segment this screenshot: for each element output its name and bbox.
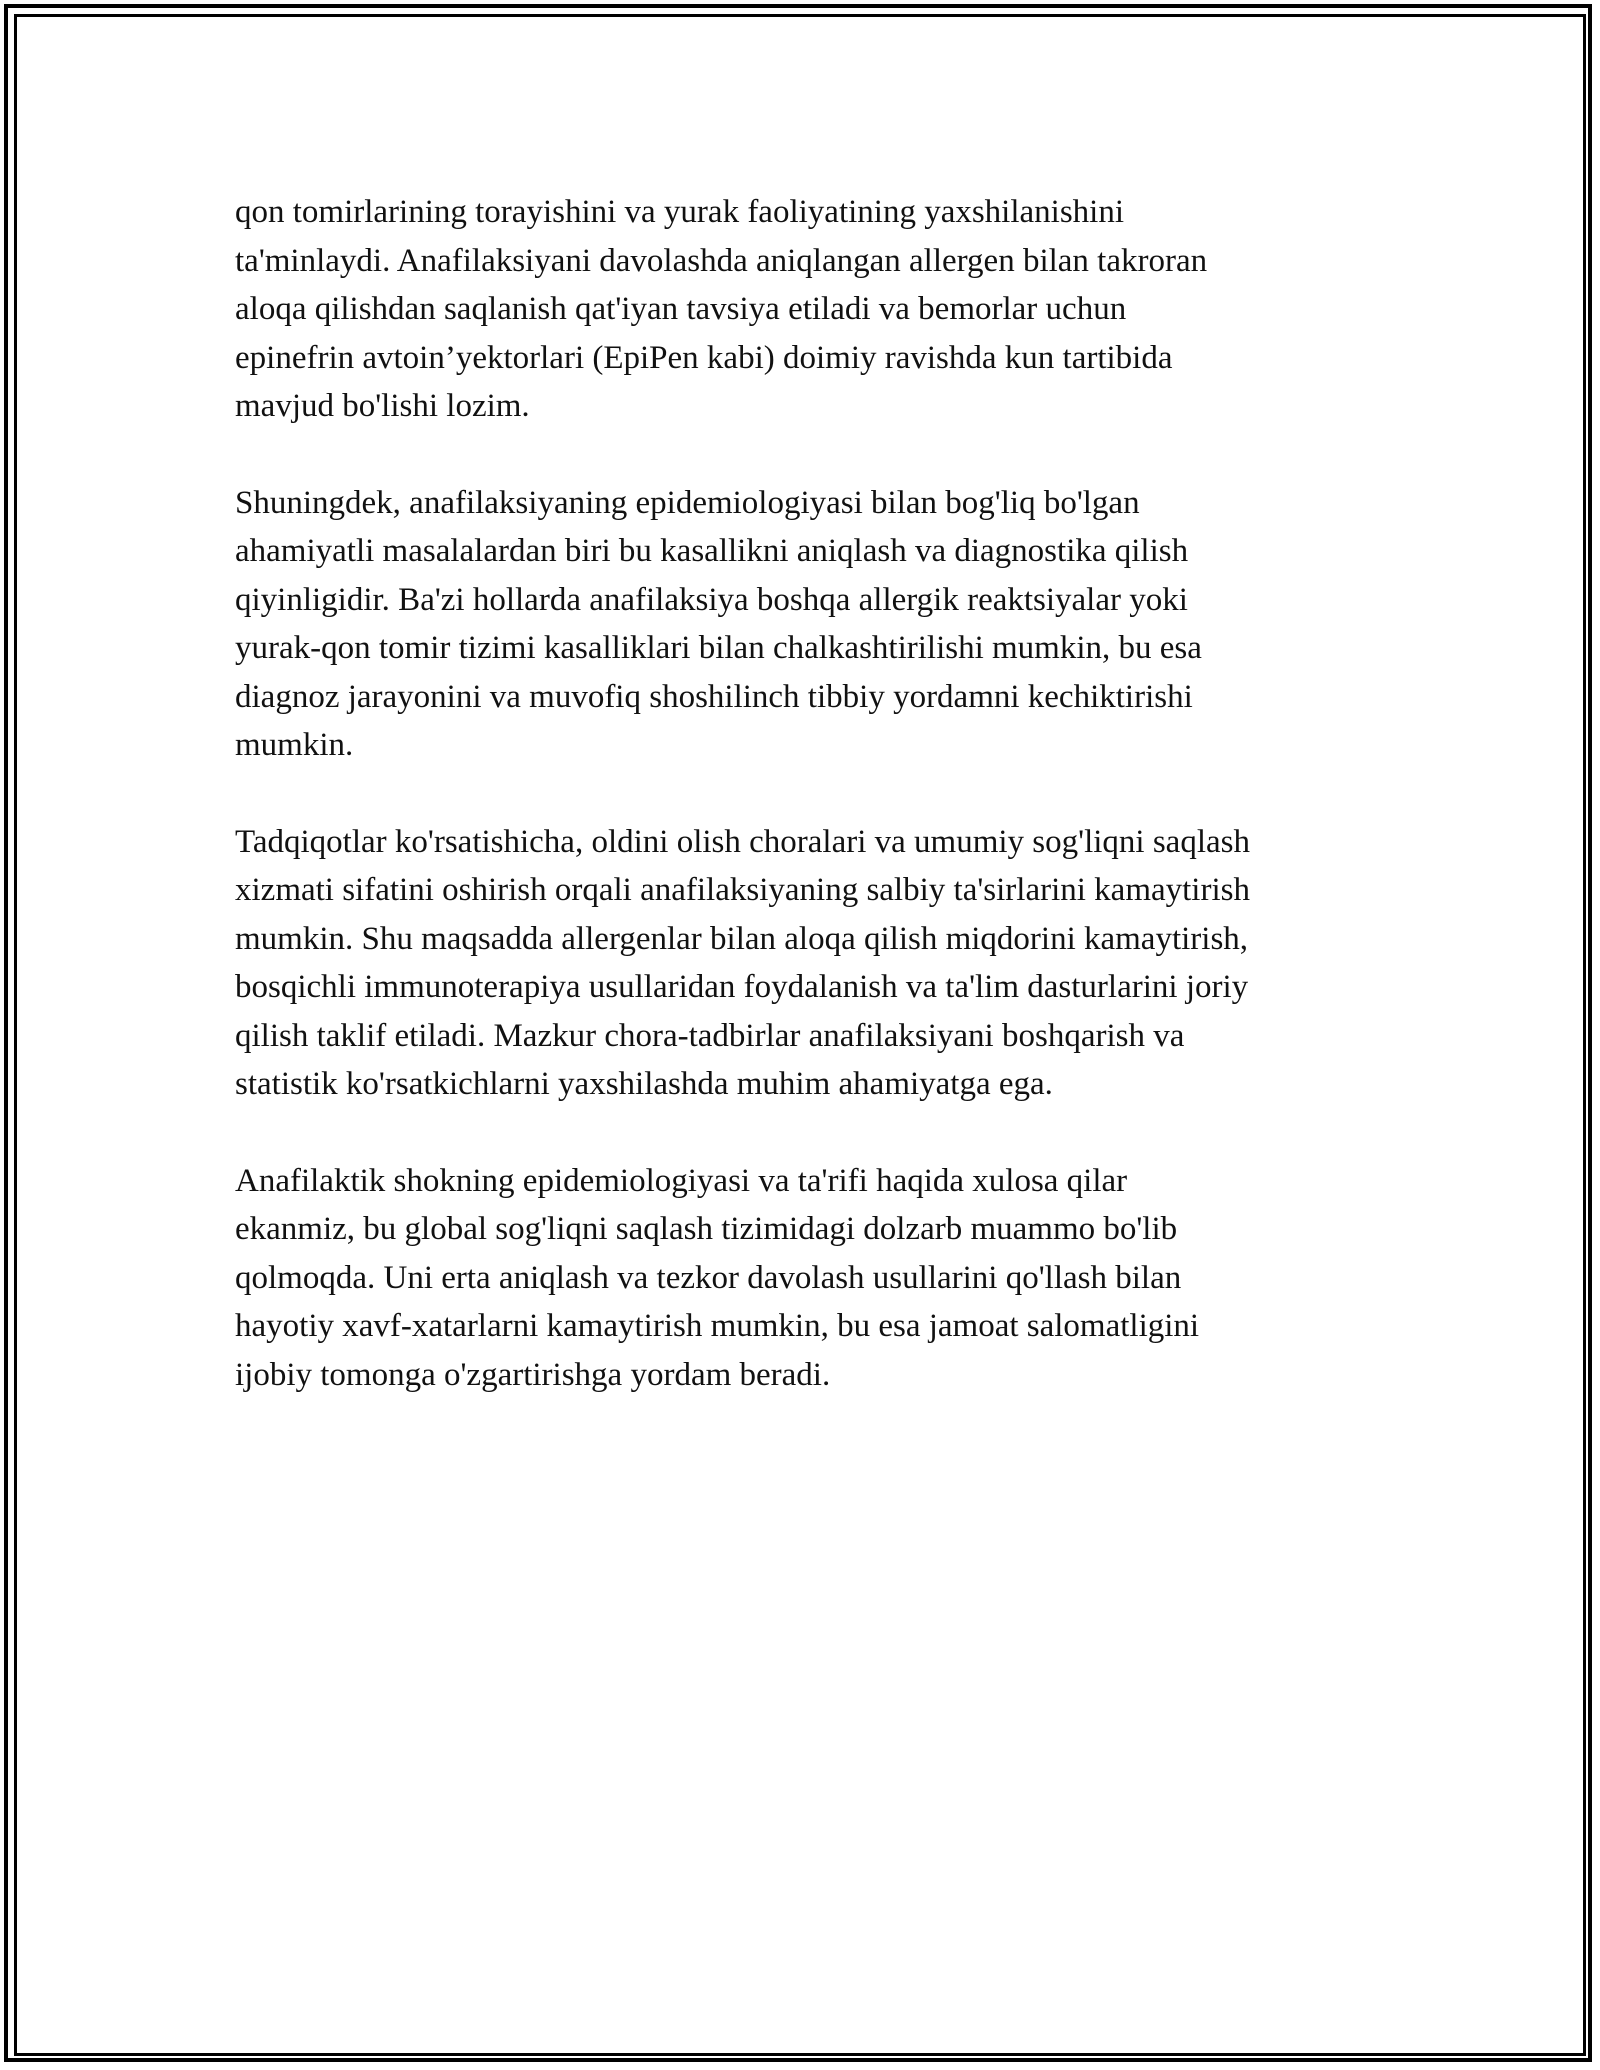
paragraph-3: Tadqiqotlar ko'rsatishicha, oldini olish choralari va umumiy sog'liqni saqlash xizmati sifatini oshirish orqali anafilaksiyaning salbiy ta'sirlarini kamaytirish mumkin. Shu maqsadda allergenlar bilan aloqa qilish miqdorini kamaytirish, bosqichli immunoterapiya usullaridan foydalanish va ta'lim dasturlarini joriy qilish taklif etiladi. Mazkur chora-tadbirlar anafilaksiyani boshqarish va statistik ko'rsatkichlarni yaxshilashda muhim ahamiyatga ega. (235, 823, 1250, 1102)
paragraph-2: Shuningdek, anafilaksiyaning epidemiologiyasi bilan bog'liq bo'lgan ahamiyatli masalalardan biri bu kasallikni aniqlash va diagnostika qilish qiyinligidir. Ba'zi hollarda anafilaksiya boshqa allergik reaktsiyalar yoki yurak-qon tomir tizimi kasalliklari bilan chalkashtirilishi mumkin, bu esa diagnoz jarayonini va muvofiq shoshilinch tibbiy yordamni kechiktirishi mumkin. (235, 484, 1202, 763)
page-content (235, 188, 1375, 1447)
paragraph-1: qon tomirlarining torayishini va yurak faoliyatining yaxshilanishini ta'minlaydi. Anafilaksiyani davolashda aniqlangan allergen bilan takroran aloqa qilishdan saqlanish qat'iyan tavsiya etiladi va bemorlar uchun epinefrin avtoin’yektorlari (EpiPen kabi) doimiy ravishda kun tartibida mavjud bo'lishi lozim. (235, 194, 1208, 424)
paragraph-4: Anafilaktik shokning epidemiologiyasi va ta'rifi haqida xulosa qilar ekanmiz, bu global sog'liqni saqlash tizimidagi dolzarb muammo bo'lib qolmoqda. Uni erta aniqlash va tezkor davolash usullarini qo'llash bilan hayotiy xavf-xatarlarni kamaytirish mumkin, bu esa jamoat salomatligini ijobiy tomonga o'zgartirishga yordam beradi. (235, 1162, 1200, 1393)
